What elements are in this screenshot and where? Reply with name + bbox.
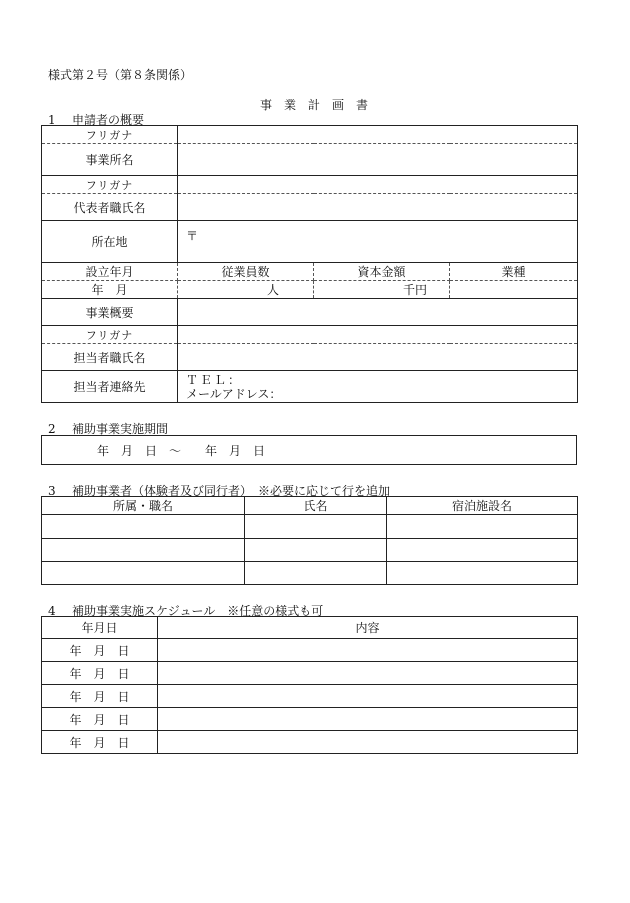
contact-info-label: 担当者連絡先 — [42, 371, 178, 403]
rep-name-label: 代表者職氏名 — [42, 194, 178, 221]
col-date-header: 年月日 — [42, 617, 158, 639]
lodging-cell[interactable] — [387, 562, 578, 585]
date-cell[interactable]: 年 月 日 — [42, 662, 158, 685]
lodging-cell[interactable] — [387, 515, 578, 539]
participants-table — [41, 496, 578, 585]
content-cell[interactable] — [158, 731, 578, 754]
section3-number: 3 — [48, 484, 56, 498]
capital-field[interactable]: 千円 — [314, 281, 450, 299]
section4-number: 4 — [48, 604, 56, 618]
employees-label: 従業員数 — [178, 263, 314, 281]
industry-field[interactable] — [450, 281, 578, 299]
furigana-business-field[interactable] — [178, 126, 578, 144]
content-cell[interactable] — [158, 708, 578, 731]
date-cell[interactable]: 年 月 日 — [42, 731, 158, 754]
form-number: 様式第２号（第８条関係） — [48, 68, 193, 82]
email-label: メールアドレス： — [186, 386, 282, 401]
business-name-field[interactable] — [178, 144, 578, 176]
period-table — [41, 435, 577, 465]
affiliation-cell[interactable] — [42, 562, 245, 585]
applicant-table — [41, 125, 578, 403]
business-summary-field[interactable] — [178, 299, 578, 326]
furigana-rep-field[interactable] — [178, 176, 578, 194]
tel-label: ＴＥＬ： — [186, 372, 243, 387]
furigana-label: フリガナ — [42, 176, 178, 194]
name-cell[interactable] — [245, 515, 387, 539]
rep-name-field[interactable] — [178, 194, 578, 221]
table-row — [42, 708, 578, 731]
employees-field[interactable]: 人 — [178, 281, 314, 299]
contact-info-field[interactable] — [178, 371, 578, 403]
business-summary-label: 事業概要 — [42, 299, 178, 326]
content-cell[interactable] — [158, 639, 578, 662]
furigana-label: フリガナ — [42, 126, 178, 144]
date-cell[interactable]: 年 月 日 — [42, 639, 158, 662]
section3-title: 補助事業者（体験者及び同行者） ※必要に応じて行を追加 — [72, 484, 391, 498]
section2-title: 補助事業実施期間 — [72, 422, 169, 436]
document-title: 事業計画書 — [259, 98, 380, 112]
table-row — [42, 539, 578, 562]
schedule-table — [41, 616, 578, 754]
date-cell[interactable]: 年 月 日 — [42, 708, 158, 731]
contact-person-label: 担当者職氏名 — [42, 344, 178, 371]
section2-number: 2 — [48, 422, 56, 436]
date-cell[interactable]: 年 月 日 — [42, 685, 158, 708]
established-label: 設立年月 — [42, 263, 178, 281]
table-row — [42, 731, 578, 754]
col-lodging-header: 宿泊施設名 — [387, 497, 578, 515]
table-row — [42, 685, 578, 708]
lodging-cell[interactable] — [387, 539, 578, 562]
capital-label: 資本金額 — [314, 263, 450, 281]
period-field[interactable]: 年 月 日 ～ 年 月 日 — [42, 436, 577, 465]
col-content-header: 内容 — [158, 617, 578, 639]
content-cell[interactable] — [158, 662, 578, 685]
section1-number: 1 — [48, 113, 56, 127]
business-name-label: 事業所名 — [42, 144, 178, 176]
furigana-label: フリガナ — [42, 326, 178, 344]
name-cell[interactable] — [245, 539, 387, 562]
established-field[interactable]: 年 月 — [42, 281, 178, 299]
address-label: 所在地 — [42, 221, 178, 263]
col-name-header: 氏名 — [245, 497, 387, 515]
table-row — [42, 662, 578, 685]
section1-title: 申請者の概要 — [72, 113, 145, 127]
furigana-contact-field[interactable] — [178, 326, 578, 344]
table-row — [42, 639, 578, 662]
affiliation-cell[interactable] — [42, 515, 245, 539]
industry-label: 業種 — [450, 263, 578, 281]
contact-person-field[interactable] — [178, 344, 578, 371]
section4-title: 補助事業実施スケジュール ※任意の様式も可 — [72, 604, 324, 618]
content-cell[interactable] — [158, 685, 578, 708]
address-field[interactable] — [178, 221, 578, 263]
affiliation-cell[interactable] — [42, 539, 245, 562]
col-affiliation-header: 所属・職名 — [42, 497, 245, 515]
table-row — [42, 515, 578, 539]
name-cell[interactable] — [245, 562, 387, 585]
postal-mark-icon: 〒 — [186, 229, 199, 243]
table-row — [42, 562, 578, 585]
